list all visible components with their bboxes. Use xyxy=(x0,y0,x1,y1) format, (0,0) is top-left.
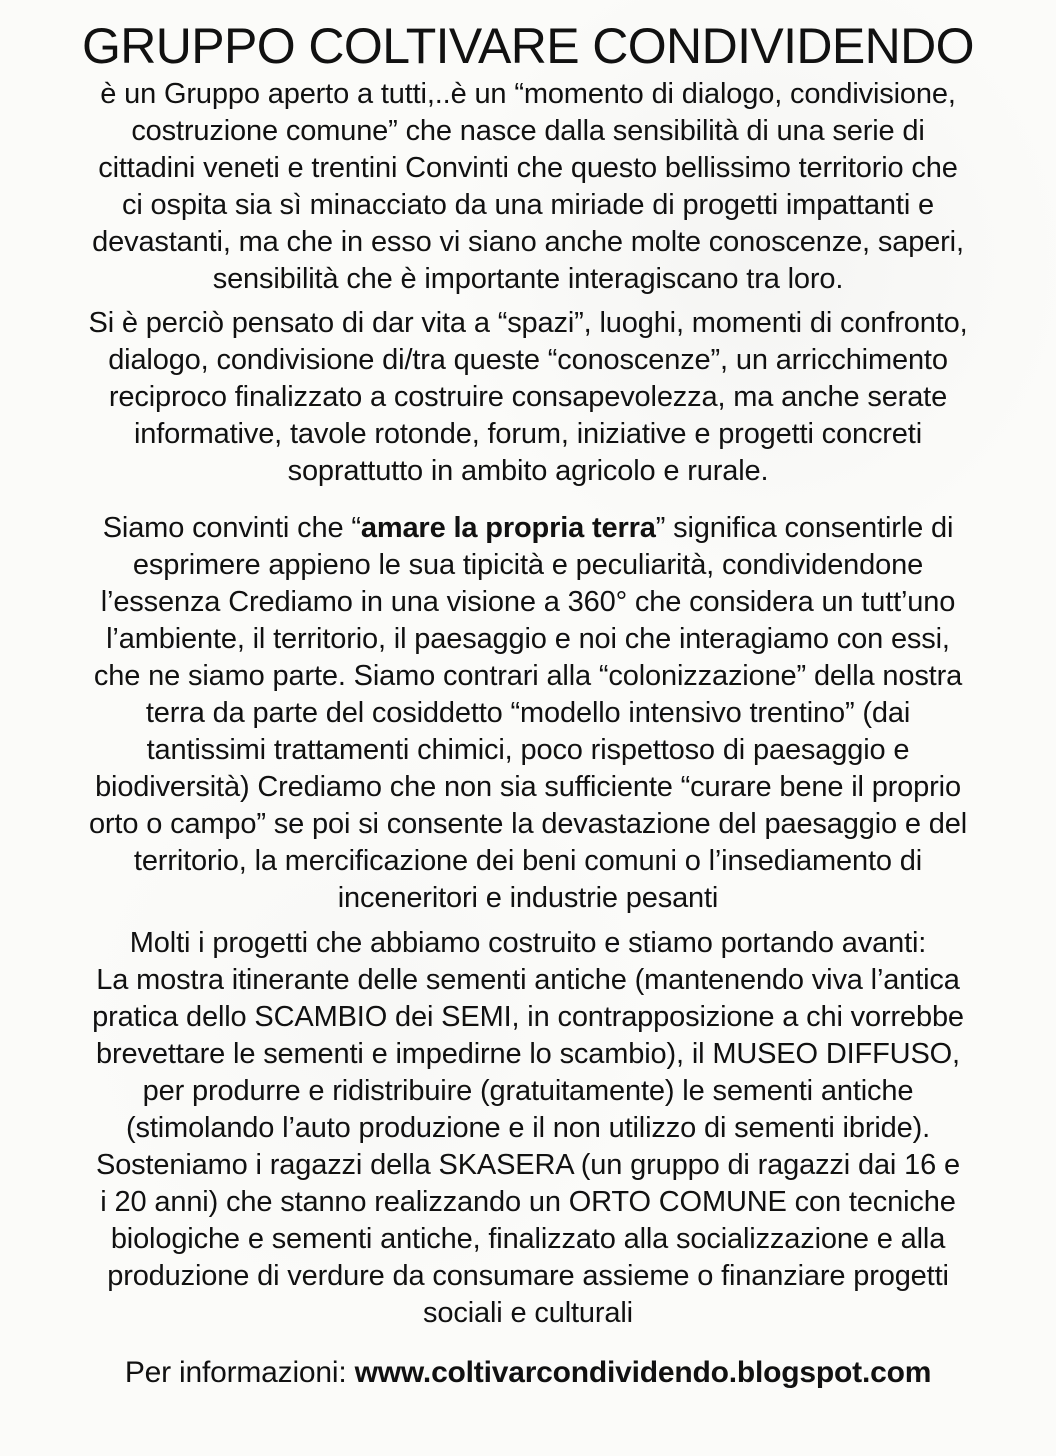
contact-info xyxy=(18,1356,1038,1391)
paragraph-gap xyxy=(18,298,1038,305)
text-line: per produrre e ridistribuire (gratuitamente) le sementi antiche xyxy=(142,1074,914,1107)
text-line: informative, tavole rotonde, forum, iniziative e progetti concreti xyxy=(134,417,922,450)
text-line: Sosteniamo i ragazzi della SKASERA (un gruppo di ragazzi dai 16 e xyxy=(96,1148,960,1181)
text-line: soprattutto in ambito agricolo e rurale. xyxy=(287,454,769,487)
text-line: brevettare le sementi e impedirne lo scambio), il MUSEO DIFFUSO, xyxy=(96,1037,960,1070)
text-line: tantissimi trattamenti chimici, poco rispettoso di paesaggio e xyxy=(146,734,910,767)
intro-paragraph xyxy=(18,76,1038,298)
text-line: i 20 anni) che stanno realizzando un ORTO COMUNE con tecniche xyxy=(100,1185,956,1218)
page-title: GRUPPO COLTIVARE CONDIVIDENDO xyxy=(82,18,974,74)
beliefs-paragraph xyxy=(18,510,1038,918)
text-line: che ne siamo parte. Siamo contrari alla “colonizzazione” della nostra xyxy=(93,660,963,693)
text-line: devastanti, ma che in esso vi siano anche molte conoscenze, saperi, xyxy=(92,225,964,258)
paragraph-gap xyxy=(18,918,1038,925)
purpose-paragraph xyxy=(18,305,1038,490)
text-line: l’ambiente, il territorio, il paesaggio e noi che interagiamo con essi, xyxy=(106,623,950,656)
text-fragment: ” significa consentirle di xyxy=(655,512,954,545)
text-line: Molti i progetti che abbiamo costruito e stiamo portando avanti: xyxy=(129,926,927,959)
text-line: biodiversità) Crediamo che non sia sufficiente “curare bene il proprio xyxy=(95,771,961,804)
info-label: Per informazioni: xyxy=(124,1356,355,1390)
text-line: pratica dello SCAMBIO dei SEMI, in contrapposizione a chi vorrebbe xyxy=(92,1000,964,1033)
text-line: costruzione comune” che nasce dalla sensibilità di una serie di xyxy=(131,114,925,147)
website-link[interactable]: www.coltivarcondividendo.blogspot.com xyxy=(354,1356,932,1390)
text-line: biologiche e sementi antiche, finalizzato alla socializzazione e alla xyxy=(110,1222,946,1255)
text-line: produzione di verdure da consumare assieme o finanziare progetti xyxy=(107,1259,949,1292)
text-line-with-emphasis xyxy=(18,510,1038,547)
flyer-body xyxy=(18,76,1038,1333)
text-line: cittadini veneti e trentini Convinti che questo bellissimo territorio che xyxy=(98,151,958,184)
text-line: Si è perciò pensato di dar vita a “spazi”, luoghi, momenti di confronto, xyxy=(88,306,968,339)
text-line: (stimolando l’auto produzione e il non utilizzo di sementi ibride). xyxy=(126,1111,930,1144)
text-line: La mostra itinerante delle sementi antiche (mantenendo viva l’antica xyxy=(96,963,960,996)
text-line: l’essenza Crediamo in una visione a 360° che considera un tutt’uno xyxy=(100,586,956,619)
text-line: dialogo, condivisione di/tra queste “conoscenze”, un arricchimento xyxy=(108,343,948,376)
projects-paragraph xyxy=(18,925,1038,1333)
text-line: è un Gruppo aperto a tutti,..è un “momento di dialogo, condivisione, xyxy=(100,77,956,110)
text-line: reciproco finalizzato a costruire consapevolezza, ma anche serate xyxy=(108,380,948,413)
text-line: terra da parte del cosiddetto “modello intensivo trentino” (dai xyxy=(145,697,911,730)
text-line: sociali e culturali xyxy=(423,1297,633,1329)
text-line: esprimere appieno le sua tipicità e peculiarità, condividendone xyxy=(132,549,924,582)
text-fragment: Siamo convinti che “ xyxy=(102,512,361,545)
text-line: sensibilità che è importante interagiscano tra loro. xyxy=(212,262,844,295)
text-line: orto o campo” se poi si consente la devastazione del paesaggio e del xyxy=(88,808,968,841)
emphasis-text: amare la propria terra xyxy=(360,512,656,545)
paragraph-gap xyxy=(18,490,1038,510)
text-line: ci ospita sia sì minacciato da una miriade di progetti impattanti e xyxy=(121,188,935,221)
text-line: territorio, la mercificazione dei beni comuni o l’insediamento di xyxy=(133,845,923,878)
text-line: inceneritori e industrie pesanti xyxy=(337,882,719,915)
